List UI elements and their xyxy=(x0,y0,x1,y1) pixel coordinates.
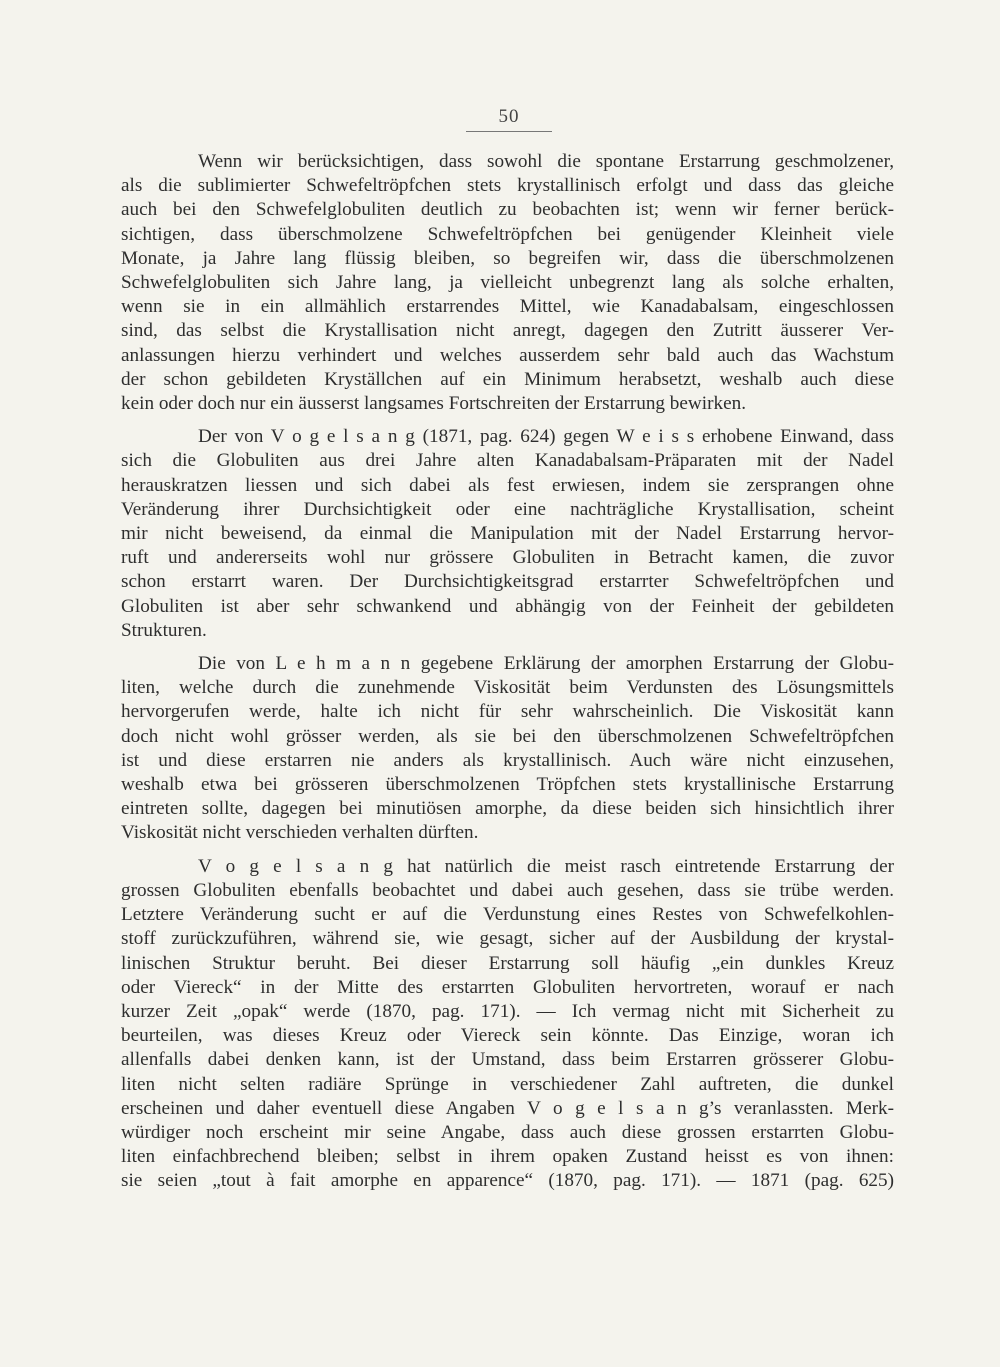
body-text xyxy=(121,150,894,1194)
text-line: grossen Globuliten ebenfalls beobachtet und dabei auch gesehen, dass sie trübe werden. xyxy=(121,879,894,901)
text-line: liten einfachbrechend bleiben; selbst in ihrem opaken Zustand heisst es von ihnen: xyxy=(121,1146,894,1168)
text-line: auch bei den Schwefelglobuliten deutlich zu beobachten ist; wenn wir ferner berück- xyxy=(121,199,894,221)
text-line: anlassungen hierzu verhindert und welches ausserdem sehr bald auch das Wachstum xyxy=(121,344,894,366)
page-number: 50 xyxy=(498,106,520,127)
text-line: sind, das selbst die Krystallisation nicht anregt, dagegen den Zutritt äusserer Ver- xyxy=(121,320,894,342)
text-line: ist und diese erstarren nie anders als krystallinisch. Auch wäre nicht einzusehen, xyxy=(121,749,894,771)
text-line: sich die Globuliten aus drei Jahre alten Kanadabalsam-Präparaten mit der Nadel xyxy=(121,450,894,472)
paragraph-2 xyxy=(121,425,894,643)
text-line: hervorgerufen werde, halte ich nicht für sehr wahrscheinlich. Die Viskosität kann xyxy=(121,701,894,723)
text-line: Wenn wir berücksichtigen, dass sowohl die spontane Erstarrung geschmolzener, xyxy=(198,151,894,172)
header-rule xyxy=(466,131,552,132)
text-line: Der von V o g e l s a n g (1871, pag. 624) gegen W e i s s erhobene Einwand, dass xyxy=(198,426,894,448)
text-line: sie seien „tout à fait amorphe en apparence“ (1870, pag. 171). — 1871 (pag. 625) xyxy=(121,1170,894,1192)
text-line: V o g e l s a n g hat natürlich die meist rasch eintretende Erstarrung der xyxy=(198,855,894,877)
text-line: stoff zurückzuführen, während sie, wie gesagt, sicher auf der Ausbildung der krystal- xyxy=(121,928,894,950)
text-line: erscheinen und daher eventuell diese Angaben V o g e l s a n g’s veranlassten. Merk- xyxy=(121,1097,894,1119)
text-line: als die sublimierter Schwefeltröpfchen stets krystallinisch erfolgt und dass das gleiche xyxy=(121,175,894,197)
text-line: schon erstarrt waren. Der Durchsichtigkeitsgrad erstarrter Schwefeltröpfchen und xyxy=(121,571,894,593)
text-line: eintreten sollte, dagegen bei minutiösen amorphe, da diese beiden sich hinsichtlich ihrer xyxy=(121,798,894,820)
text-line: weshalb etwa bei grösseren überschmolzenen Tröpfchen stets krystallinische Erstarrung xyxy=(121,774,894,796)
text-line: Globuliten ist aber sehr schwankend und abhängig von der Feinheit der gebildeten xyxy=(121,595,894,617)
text-line: sichtigen, dass überschmolzene Schwefeltröpfchen bei genügender Kleinheit viele xyxy=(121,223,894,245)
paragraph-4 xyxy=(121,855,894,1194)
text-line: ruft und andererseits wohl nur grössere Globuliten in Betracht kamen, die zuvor xyxy=(121,547,894,569)
paragraph-3 xyxy=(121,652,894,846)
text-line: Strukturen. xyxy=(121,619,207,641)
text-line: oder Viereck“ in der Mitte des erstarrten Globuliten hervortreten, worauf er nach xyxy=(121,976,894,998)
text-line: liten, welche durch die zunehmende Viskosität beim Verdunsten des Lösungsmittels xyxy=(121,677,894,699)
paragraph-1 xyxy=(121,150,894,416)
text-line: würdiger noch erscheint mir seine Angabe, dass auch diese grossen erstarrten Globu- xyxy=(121,1121,894,1143)
text-line: Letztere Veränderung sucht er auf die Verdunstung eines Restes von Schwefelkohlen- xyxy=(121,904,894,926)
text-line: kurzer Zeit „opak“ werde (1870, pag. 171). — Ich vermag nicht mit Sicherheit zu xyxy=(121,1000,894,1022)
text-line: liten nicht selten radiäre Sprünge in verschiedener Zahl auftreten, die dunkel xyxy=(121,1073,894,1095)
text-line: allenfalls dabei denken kann, ist der Umstand, dass beim Erstarren grösserer Globu- xyxy=(121,1049,894,1071)
text-line: wenn sie in ein allmählich erstarrendes Mittel, wie Kanadabalsam, eingeschlossen xyxy=(121,296,894,318)
text-line: Viskosität nicht verschieden verhalten dürften. xyxy=(121,822,479,844)
text-line: Monate, ja Jahre lang flüssig bleiben, so begreifen wir, dass die überschmolzenen xyxy=(121,247,894,269)
text-line: beurteilen, was dieses Kreuz oder Viereck sein könnte. Das Einzige, woran ich xyxy=(121,1025,894,1047)
text-line: Veränderung ihrer Durchsichtigkeit oder eine nachträgliche Krystallisation, scheint xyxy=(121,498,894,520)
page-header xyxy=(466,106,552,132)
text-line: Die von L e h m a n n gegebene Erklärung der amorphen Erstarrung der Globu- xyxy=(198,653,894,675)
text-line: mir nicht beweisend, da einmal die Manipulation mit der Nadel Erstarrung hervor- xyxy=(121,523,894,545)
text-line: herauskratzen liessen und sich dabei als fest erwiesen, indem sie zersprangen ohne xyxy=(121,474,894,496)
text-line: Schwefelglobuliten sich Jahre lang, ja vielleicht unbegrenzt lang als solche erhalten, xyxy=(121,272,894,294)
text-line: doch nicht wohl grösser werden, als sie bei den überschmolzenen Schwefeltröpfchen xyxy=(121,725,894,747)
text-line: linischen Struktur beruht. Bei dieser Erstarrung soll häufig „ein dunkles Kreuz xyxy=(121,952,894,974)
text-line: kein oder doch nur ein äusserst langsames Fortschreiten der Erstarrung bewirken. xyxy=(121,393,746,415)
text-line: der schon gebildeten Kryställchen auf ein Minimum herabsetzt, weshalb auch diese xyxy=(121,368,894,390)
